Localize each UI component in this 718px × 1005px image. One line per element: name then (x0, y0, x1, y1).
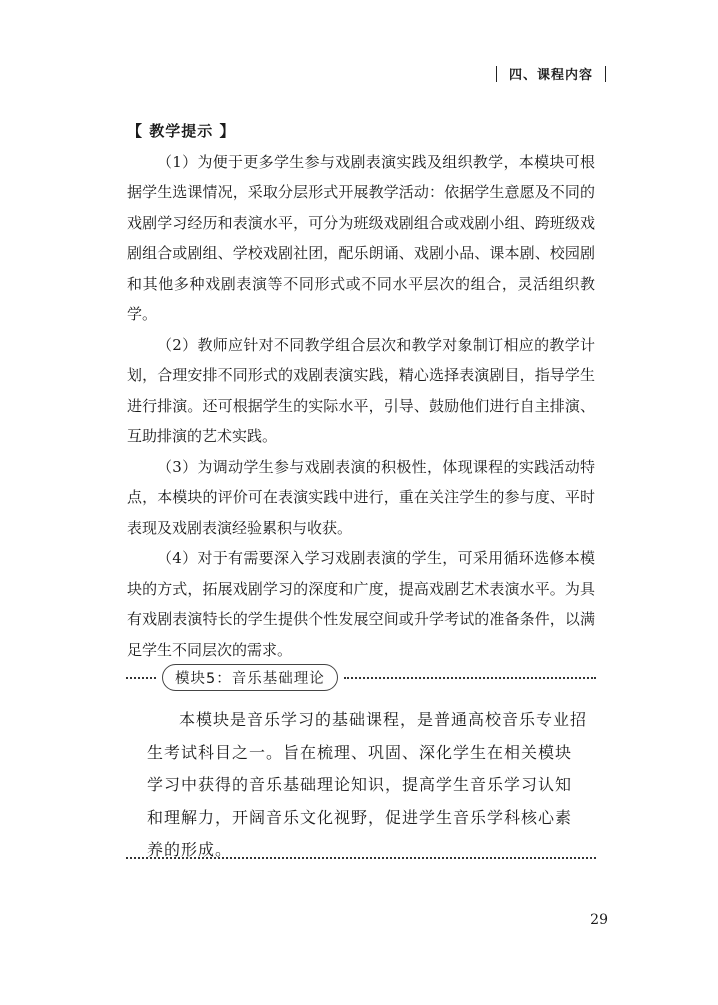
chapter-title: 四、课程内容 (508, 68, 593, 83)
tip-paragraph-3: （3）为调动学生参与戏剧表演的积极性，体现课程的实践活动特点，本模块的评价可在表演实践中进行，重在关注学生的参与度、平时表现及戏剧表演经验累积与收获。 (127, 457, 595, 537)
tip-paragraph-2: （2）教师应针对不同教学组合层次和教学对象制订相应的教学计划，合理安排不同形式的戏剧表演实践，精心选择表演剧目，指导学生进行排演。还可根据学生的实际水平，引导、鼓励他们进行自主排演、互助排演的艺术实践。 (127, 335, 595, 445)
teaching-tips-title: 【 教学提示 】 (127, 122, 236, 140)
module-heading-row (126, 664, 596, 691)
module-label: 模块5：音乐基础理论 (162, 664, 338, 691)
tip-paragraph-4: （4）对于有需要深入学习戏剧表演的学生，可采用循环选修本模块的方式，拓展戏剧学习的深度和广度，提高戏剧艺术表演水平。为具有戏剧表演特长的学生提供个性发展空间或升学考试的准备条件，以满足学生不同层次的需求。 (127, 549, 595, 659)
page-number: 29 (590, 912, 608, 928)
dotted-rule-right (344, 677, 596, 679)
tip-paragraph-1: （1）为便于更多学生参与戏剧表演实践及组织教学，本模块可根据学生选课情况，采取分层形式开展教学活动：依据学生意愿及不同的戏剧学习经历和表演水平，可分为班级戏剧组合或戏剧小组、跨班级戏剧组合或剧组、学校戏剧社团，配乐朗诵、戏剧小品、课本剧、校园剧和其他多种戏剧表演等不同形式或不同水平层次的组合，灵活组织教学。 (127, 152, 595, 323)
header-divider-right (605, 66, 606, 82)
module-description: 本模块是音乐学习的基础课程，是普通高校音乐专业招生考试科目之一。旨在梳理、巩固、深化学生在相关模块学习中获得的音乐基础理论知识，提高学生音乐学习认知和理解力，开阔音乐文化视野，促进学生音乐学科核心素养的形成。 (147, 710, 588, 859)
teaching-tips-section (127, 116, 595, 665)
running-header (484, 64, 618, 83)
dotted-rule-bottom (126, 857, 596, 859)
dotted-rule-left (126, 677, 156, 679)
header-divider-left (496, 66, 497, 82)
